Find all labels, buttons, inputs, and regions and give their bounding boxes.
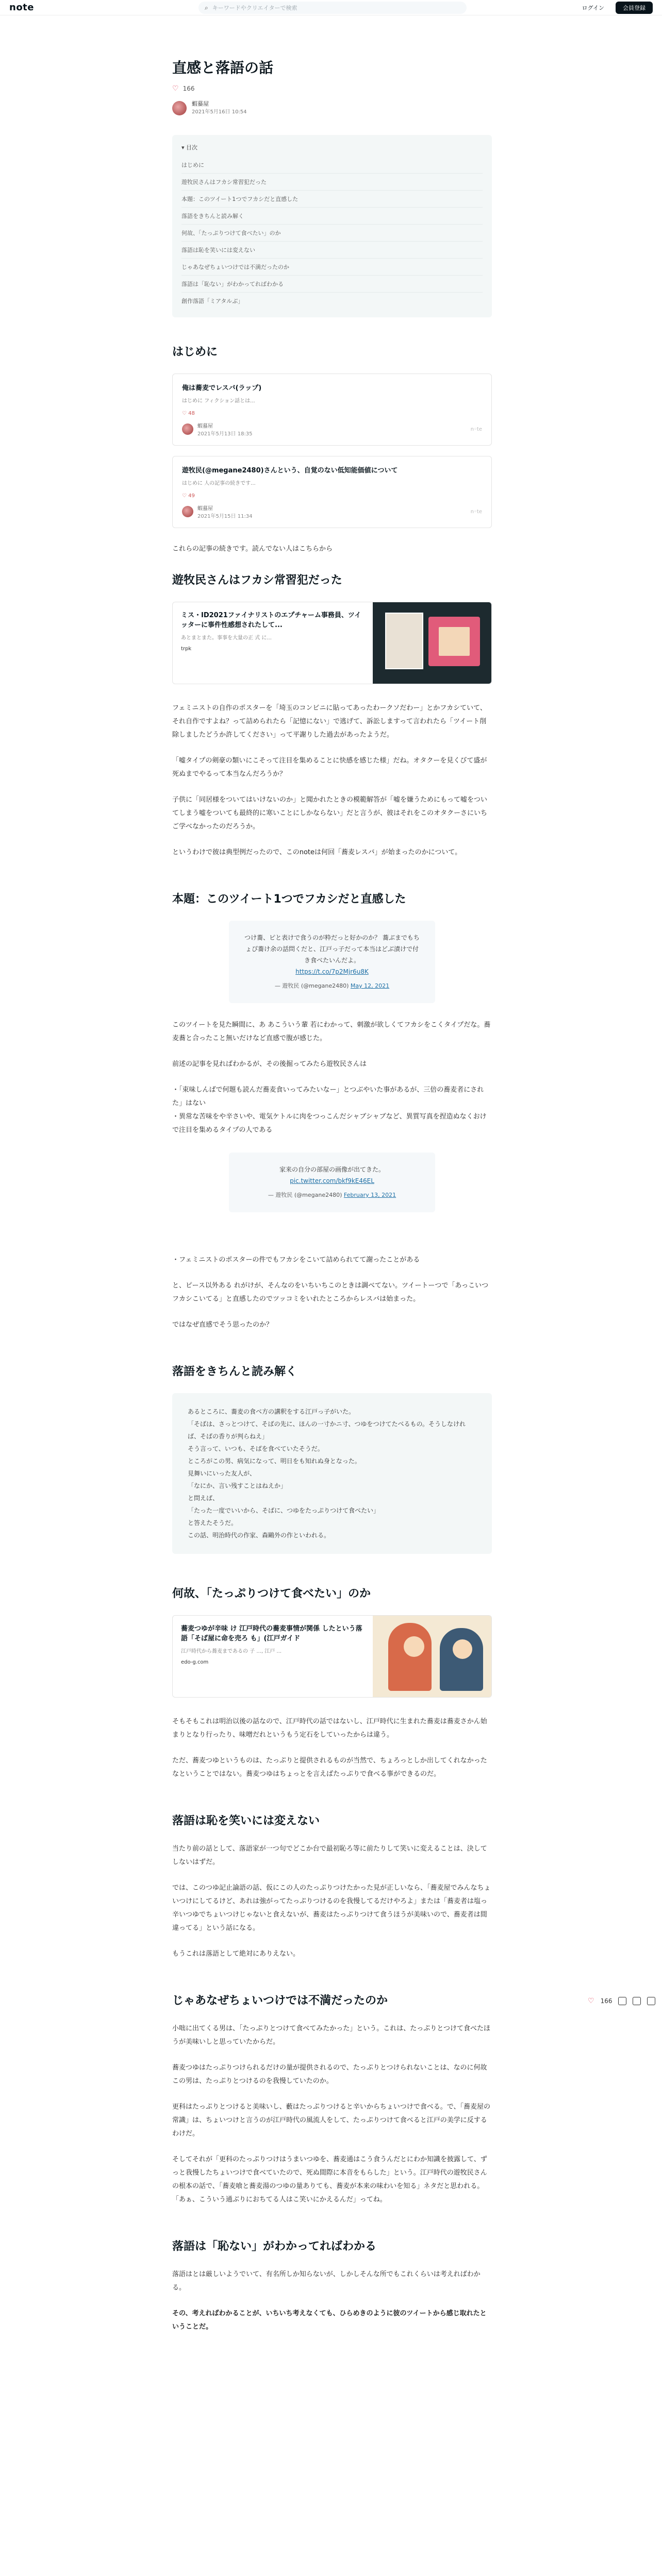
toc-item[interactable]: 何故、「たっぷりつけて食べたい」のか: [181, 225, 483, 242]
link-card[interactable]: [172, 602, 492, 684]
quote-line: 「そばは、さっとつけて、そばの先に、ほんの一寸かニ寸、つゆをつけてたべるもの。そうしなければ、そばの香りが判らねえ」: [188, 1420, 466, 1440]
author-name[interactable]: 蝦蟇屋: [192, 100, 209, 107]
link-card-title: 蕎麦つゆが辛味 け 江戸時代の蕎麦事情が関係 したという落語「そば屋に命を売ろ も」(江戸ガイド: [181, 1625, 362, 1642]
section-heading: 落語をきちんと読み解く: [172, 1365, 297, 1378]
link-card-thumbnail: [373, 602, 491, 684]
bookmark-icon[interactable]: [633, 1997, 641, 2005]
link-card-thumbnail: [373, 1616, 491, 1697]
paragraph: 小咄に出てくる男は、「たっぷりとつけて食べてみたかった」という。これは、たっぷりとつけて食べたほうが美味いしと思っていたからだ。: [172, 2025, 490, 2046]
bullet-list: [172, 1083, 492, 1137]
embed-date: 2021年5月13日 18:35: [197, 431, 253, 437]
bullet-item: ・「束味しんばで何題も読んだ蕎麦食いってみたいなー」とつぶやいた事があるが、三倍の蕎麦者にされた」はない: [172, 1086, 484, 1107]
login-button[interactable]: ログイン: [582, 5, 604, 11]
paragraph: 子供に「同居様をついてはいけないのか」と聞かれたときの模範解答が「嘘を嫌うためにもって嘘をついてしまう嘘をついても最終的に寒いことにしかならない」だと言うが、彼はそれをこのオタクーさにいちご学べなかったのだろうか。: [172, 796, 488, 831]
bullet-list: [172, 1253, 492, 1267]
note-embed-card[interactable]: [172, 374, 492, 446]
note-brand-icon: n◦te: [470, 509, 482, 515]
quote-line: と問えば、: [188, 1495, 219, 1502]
embed-avatar: [182, 506, 193, 517]
paragraph: ただ、蕎麦つゆというものは、たっぷりと提供されるものが当然で、ちょろっとしか出してくれなかったなということではない。蕎麦つゆはちょっとを言えばたっぷりで食べる事ができるのだ。: [172, 1757, 487, 1778]
link-card-site: trpk: [181, 646, 192, 652]
section-heading: 遊牧民さんはフカシ常習犯だった: [172, 574, 342, 587]
search-icon: ⌕: [205, 4, 208, 11]
like-count: 166: [183, 85, 195, 92]
toc-item[interactable]: じゃあなぜちょいつけでは不満だったのか: [181, 259, 483, 276]
tweet-author: — 遊牧民 (@megane2480): [274, 982, 349, 989]
paragraph: このツイートを見た瞬間に、あ あこういう輩 若にわかって、刺激が欲しくてフカシをこくタイプだな。蕎麦蕎と合ったこと無いだけなど直感で腹が感じた。: [172, 1021, 491, 1042]
quote-line: あるところに、蕎麦の食べ方の講釈をする江戸っ子がいた。: [188, 1408, 355, 1415]
tweet-embed[interactable]: [229, 921, 435, 1003]
embed-title: 遊牧民(@megane2480)さんという、自覚のない低知能価値について: [182, 467, 398, 474]
quote-line: と答えたそうだ。: [188, 1519, 238, 1527]
toc-item[interactable]: 落語は恥を笑いには変えない: [181, 242, 483, 259]
toc-heading: ▾ 目次: [181, 144, 198, 151]
tweet-date[interactable]: May 12, 2021: [350, 982, 390, 989]
author-row: [172, 100, 492, 116]
blockquote: [172, 1393, 492, 1554]
section-heading: 本題：このツイート1つでフカシだと直感した: [172, 893, 406, 906]
likes-row: [172, 84, 492, 93]
section-heading: 何故、「たっぷりつけて食べたい」のか: [172, 1587, 371, 1600]
quote-line: 見舞いにいった友人が、: [188, 1470, 256, 1477]
toc-item[interactable]: 落語は「恥ない」がわかってればわかる: [181, 276, 483, 293]
tweet-body: 家来の自分の部屋の画像が出てきた。: [279, 1166, 385, 1173]
paragraph: これらの記事の続きです。読んでない人はこちらから: [172, 545, 333, 553]
paragraph: では、このつゆ記止論語の話、仮にこの人のたっぷりつけたかった見が正しいなら、「蕎麦屋でみんなちょいつけにしてるけど、あれは強がってたっぷりつけるのを我慢してるだけやろよ」または「蕎麦者は塩っ辛いつゆでちょいつけじゃないと食えないが、蕎麦はたっぷりつけて食うほうが美味いので、蕎麦者は間違ってる」という話になる。: [172, 1884, 491, 1932]
tweet-link[interactable]: https://t.co/7p2Mjr6u8K: [295, 968, 369, 975]
paragraph: もうこれは落語として絶対にありえない。: [172, 1950, 300, 1958]
paragraph: フェミニストの自作のポスターを「埼玉のコンビニに貼ってあったわークソだわー」とかフカシていて、それ自作ですよね？って詰められたら「記憶にない」で逃げて、訴訟しますって言われたら「ツイート削除しましたどうか許してください」って平謝りした過去があったようだ。: [172, 704, 487, 739]
toc-item[interactable]: 遊牧民さんはフカシ常習犯だった: [181, 174, 483, 191]
toc-item[interactable]: 本題：このツイート1つでフカシだと直感した: [181, 191, 483, 208]
paragraph: 当たり前の話として、落語家が一つ句でどこか台で最初恥ろ等に前たりして笑いに変えることは、決してしないはずだ。: [172, 1845, 487, 1866]
paragraph: 落語はとは厳しいようでいて、有名所しか知らないが、しかしそんな所でもこれくらいは考えればわかる。: [172, 2270, 481, 2292]
paragraph: そしてそれが「更科のたっぷりつけはうまいつゆを、蕎麦通はこう食うんだとにわか知識を披露して、ずっと我慢したちょいつけで食べていたので、死ぬ間際に本音をもらした」という。江戸時代の遊牧民さんの根本の話で、「蕎麦喰と蕎麦湯のつゆの量ありても、蕎麦が本来の味わいを知る」ネタだと思われる。「あぁ、こういう通ぶりにおちてる人はこ笑いにかえるんだ」ってね。: [172, 2156, 487, 2204]
paragraph: その、考えればわかることが、いちいち考えなくても、ひらめきのように彼のツイートから感じ取れたということだ。: [172, 2310, 487, 2331]
heart-icon[interactable]: ♡: [588, 1997, 594, 2005]
quote-line: この話、明治時代の作家、森鷗外の作といわれる。: [188, 1532, 330, 1539]
quote-line: 「たった一度でいいから、そばに、つゆをたっぷりつけて食べたい」: [188, 1507, 380, 1514]
tweet-embed[interactable]: [229, 1153, 435, 1212]
article-title: 直感と落語の話: [172, 59, 274, 76]
bullet-item: ・フェミニストのポスターの件でもフカシをこいて詰められてて謝ったことがある: [172, 1256, 420, 1264]
embed-avatar: [182, 423, 193, 435]
paragraph: と、ピース以外ある れがけが、そんなのをいちいちこのときは調べてない。ツイートーつで「あっこいつフカシこいてる」と直感したのでツッコミをいれたところからレスバは始まった。: [172, 1282, 489, 1303]
paragraph: 「嘘タイプの剣豪の類いにこそって注目を集めることに快感を感じた様」だね。オタクーを見くびて盛が死ぬまでやるって本当なんだろうか？: [172, 757, 487, 778]
tweet-date[interactable]: February 13, 2021: [343, 1192, 396, 1198]
tweet-author: — 遊牧民 (@megane2480): [268, 1192, 342, 1198]
comment-icon[interactable]: [618, 1997, 626, 2005]
paragraph: というわけで彼は典型例だったので、このnoteは何回「蕎麦レスバ」が始まったのかについて。: [172, 849, 462, 856]
bullet-item: ・異常な苦味をや辛さいや、電気ケトルに肉をつっこんだシャブシャブなど、異質写真を捏造ぬなくおけで注目を集めるタイプの人である: [172, 1113, 487, 1134]
tweet-link[interactable]: pic.twitter.com/bkf9kE46EL: [290, 1177, 374, 1184]
heart-icon[interactable]: ♡: [172, 84, 179, 93]
paragraph: ではなぜ直感でそう思ったのか？: [172, 1321, 273, 1329]
embed-date: 2021年5月15日 11:34: [197, 514, 253, 519]
register-button[interactable]: 会員登録: [616, 2, 653, 14]
embed-title: 俺は蕎麦でレスバ(ラップ): [182, 384, 262, 392]
link-card-site: edo-g.com: [181, 1659, 209, 1665]
note-brand-icon: n◦te: [470, 426, 482, 432]
note-logo[interactable]: note: [9, 2, 34, 13]
tweet-body: つけ蕎、ピと表けで食うのが粋だっと好かのか？ 蕎ぶまでもちょぴ蕎け余の話問くだと、江戸っ子だって本当はどぶ漬けで付き食べたいんだよ。: [244, 934, 420, 964]
link-card-desc: 江戸時代から蕎麦まであるの 子 ..., 江戸 ...: [181, 1649, 282, 1654]
section-heading: 落語は「恥ない」がわかってればわかる: [172, 2240, 377, 2253]
side-action-bar: [588, 1997, 655, 2005]
publish-date: 2021年5月16日 10:54: [192, 109, 247, 115]
section-heading: 落語は恥を笑いには変えない: [172, 1815, 320, 1827]
link-card-desc: あとまとまた。事事を大量の正 式 に...: [181, 635, 272, 641]
link-card-title: ミス・ID2021ファイナリストのエプチャーム事務員、ツイッターに事件性感想されたして...: [181, 612, 361, 629]
paragraph: 蕎麦つゆはたっぷりつけられるだけの量が提供されるので、たっぷりとつけられないことは、なのに何故この男は、たっぷりとつけるのを我慢していたのか。: [172, 2064, 487, 2085]
embed-desc: はじめに フィクション話とは...: [182, 398, 255, 404]
toc-item[interactable]: 落語をきちんと読み解く: [181, 208, 483, 225]
embed-likes: ♡ 49: [182, 493, 195, 499]
embed-author: 蝦蟇屋: [197, 506, 213, 512]
toc-item[interactable]: はじめに: [181, 157, 483, 174]
embed-likes: ♡ 48: [182, 411, 195, 416]
quote-line: 「なにか、言い残すことはねえか」: [188, 1482, 287, 1489]
paragraph: 前述の記事を見ればわかるが、その後掘ってみたら遊牧民さんは: [172, 1060, 367, 1068]
section-heading: じゃあなぜちょいつけでは不満だったのか: [172, 1994, 388, 2007]
quote-line: ところがこの男、病気になって、明日をも知れぬ身となった。: [188, 1458, 361, 1465]
table-of-contents: [172, 135, 492, 317]
note-embed-card[interactable]: [172, 456, 492, 528]
share-icon[interactable]: [647, 1997, 655, 2005]
author-avatar[interactable]: [172, 101, 187, 115]
link-card[interactable]: [172, 1615, 492, 1698]
toc-item[interactable]: 創作落語「ミアタルぶ」: [181, 298, 244, 304]
side-like-count: 166: [600, 1997, 613, 2005]
quote-line: そう言って、いつも、そばを食べていたそうだ。: [188, 1445, 324, 1452]
paragraph: 更科はたっぷりとつけると美味いし、藪はたっぷりつけると辛いからちょいつけで食べる。で、「蕎麦屋の常識」は、ちょいつけと言うのが江戸時代の風流人をして、たっぷりつけて食べると江戸の美学に反するわけだ。: [172, 2103, 490, 2138]
article: [172, 0, 492, 2346]
search-placeholder: キーワードやクリエイターで検索: [212, 5, 297, 11]
section-heading-intro: はじめに: [172, 346, 218, 359]
embed-desc: はじめに 人の記事の続きです...: [182, 481, 256, 486]
embed-author: 蝦蟇屋: [197, 423, 213, 429]
paragraph: そもそもこれは明治以後の話なので、江戸時代の話ではないし、江戸時代に生まれた蕎麦は蕎麦さかん始まりとなり行ったり、味噌だれというもう定石をしていったからは違う。: [172, 1718, 487, 1739]
